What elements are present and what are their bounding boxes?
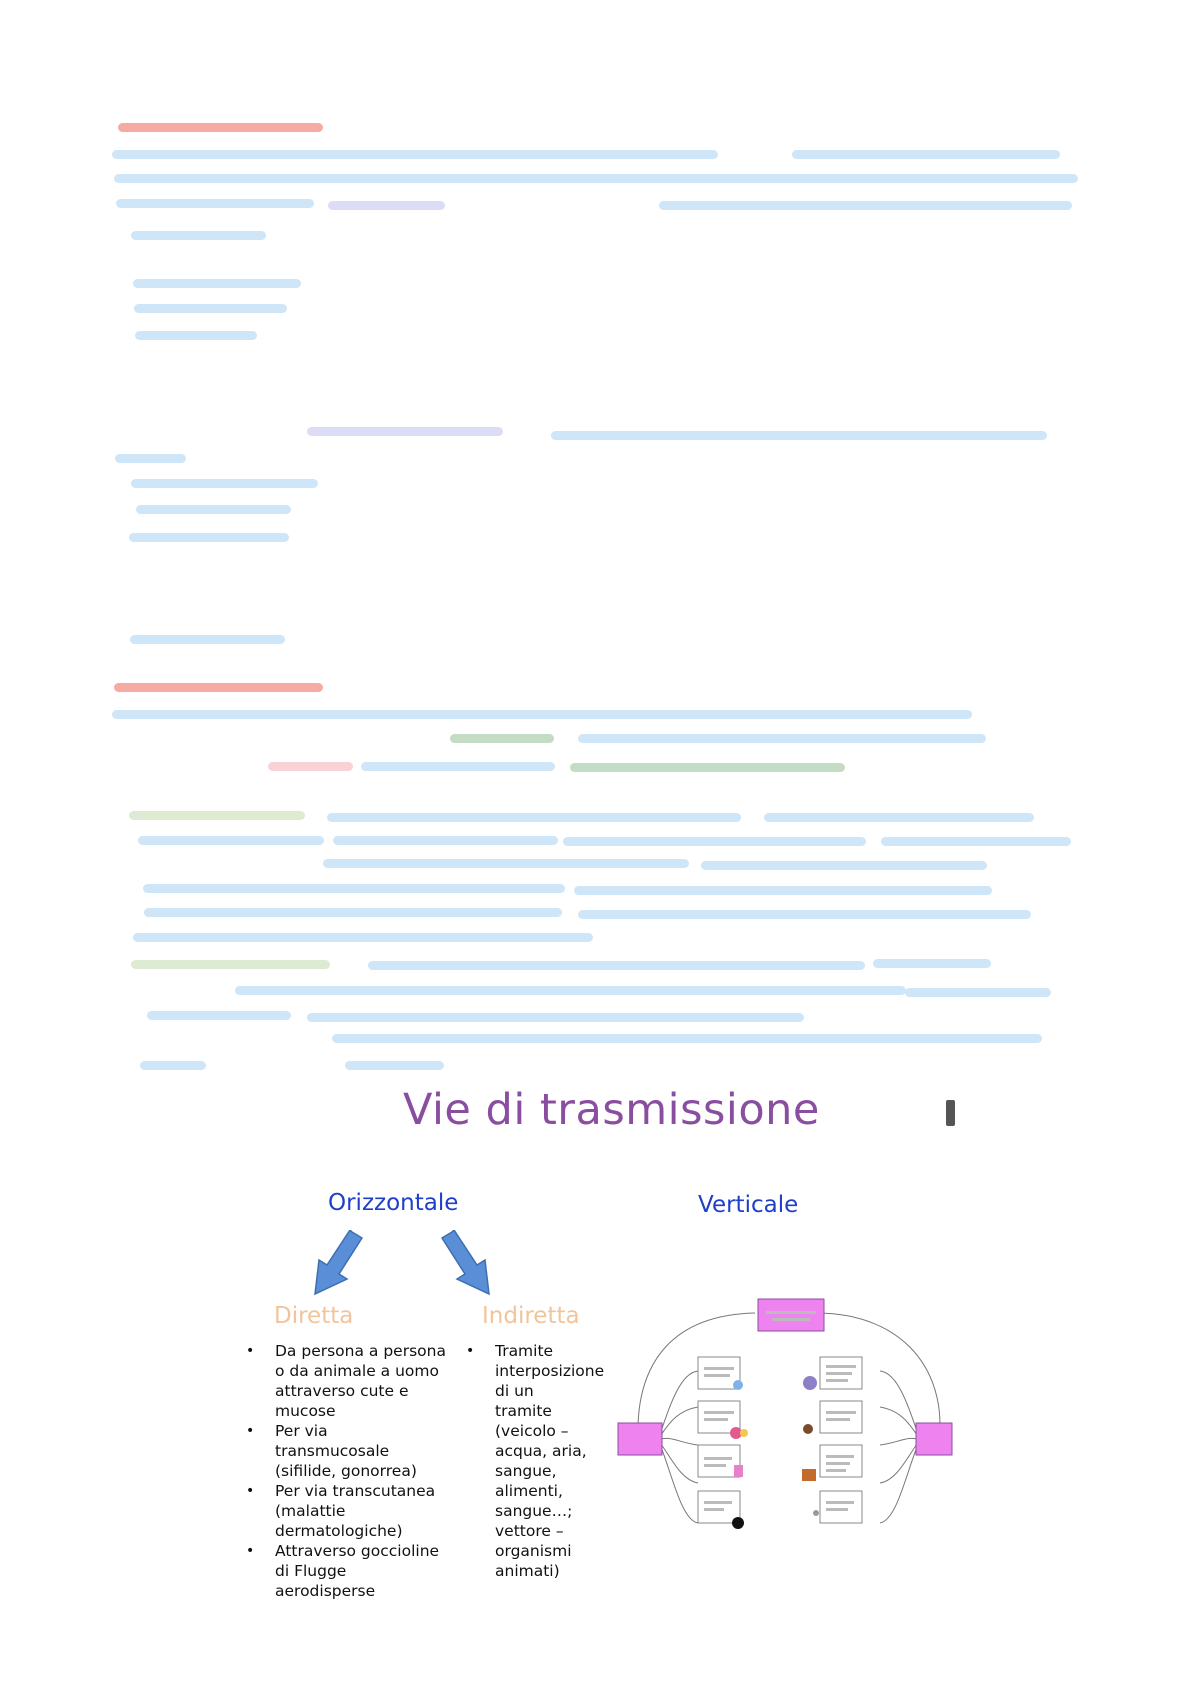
redacted-line xyxy=(134,304,287,313)
direct-item: • Attraverso goccioline di Flugge aerodisperse xyxy=(246,1541,446,1601)
redacted-line xyxy=(131,479,318,488)
direct-heading: Diretta xyxy=(274,1303,354,1329)
redacted-line xyxy=(764,813,1034,822)
redacted-line xyxy=(115,454,186,463)
redacted-line xyxy=(551,431,1047,440)
redacted-line xyxy=(136,505,291,514)
redacted-line xyxy=(881,837,1071,846)
redacted-line xyxy=(578,734,986,743)
redacted-line xyxy=(143,884,565,893)
diagram-left-node xyxy=(618,1423,662,1455)
redacted-line xyxy=(116,199,314,208)
redacted-line xyxy=(131,960,330,969)
direct-item: • Per via transmucosale (sifilide, gonorrea) xyxy=(246,1421,446,1481)
direct-list xyxy=(246,1341,446,1601)
redacted-line xyxy=(570,763,845,772)
redacted-line xyxy=(133,279,301,288)
redacted-line xyxy=(129,533,289,542)
redacted-line xyxy=(450,734,554,743)
redacted-line xyxy=(129,811,305,820)
indirect-item: • Tramite interposizione di un tramite (veicolo – acqua, aria, sangue, alimenti, sangue…; vettore – organismi animati) xyxy=(466,1341,594,1581)
redacted-line xyxy=(114,174,1078,183)
redacted-line xyxy=(235,986,906,995)
redacted-line xyxy=(307,1013,804,1022)
redacted-line xyxy=(327,813,741,822)
horizontal-heading: Orizzontale xyxy=(328,1190,459,1216)
indirect-list xyxy=(466,1341,605,1581)
redacted-line xyxy=(147,1011,291,1020)
redacted-line xyxy=(307,427,503,436)
redacted-line xyxy=(323,859,689,868)
redacted-line xyxy=(130,635,285,644)
corner-mark xyxy=(946,1100,955,1126)
redacted-line xyxy=(905,988,1051,997)
direct-item: • Per via transcutanea (malattie dermatologiche) xyxy=(246,1481,446,1541)
redacted-line xyxy=(131,231,266,240)
redacted-line xyxy=(112,150,718,159)
redacted-line xyxy=(268,762,353,771)
diagram-top-node xyxy=(758,1299,824,1331)
transmission-figure xyxy=(238,1085,960,1600)
redacted-line xyxy=(144,908,562,917)
figure-title: Vie di trasmissione xyxy=(403,1085,820,1135)
redacted-line xyxy=(138,836,324,845)
redacted-line xyxy=(563,837,866,846)
redacted-line xyxy=(574,886,992,895)
redacted-line xyxy=(135,331,257,340)
transmission-mindmap-thumbnail xyxy=(610,1295,960,1545)
redacted-line xyxy=(332,1034,1042,1043)
redacted-heading xyxy=(114,683,323,692)
redacted-line xyxy=(140,1061,206,1070)
redacted-line xyxy=(361,762,555,771)
redacted-line xyxy=(659,201,1072,210)
redacted-line xyxy=(345,1061,444,1070)
direct-item: • Da persona a persona o da animale a uomo attraverso cute e mucose xyxy=(246,1341,446,1421)
redacted-line xyxy=(333,836,558,845)
redacted-line xyxy=(112,710,972,719)
redacted-line xyxy=(873,959,991,968)
diagram-right-node xyxy=(916,1423,952,1455)
arrow-down-left-icon xyxy=(308,1230,368,1298)
redacted-line xyxy=(792,150,1060,159)
redacted-line xyxy=(328,201,445,210)
redacted-line xyxy=(368,961,865,970)
redacted-heading xyxy=(118,123,323,132)
vertical-heading: Verticale xyxy=(698,1192,799,1218)
arrow-down-right-icon xyxy=(436,1230,496,1298)
redacted-line xyxy=(578,910,1031,919)
redacted-line xyxy=(701,861,987,870)
indirect-heading: Indiretta xyxy=(482,1303,580,1329)
redacted-line xyxy=(133,933,593,942)
